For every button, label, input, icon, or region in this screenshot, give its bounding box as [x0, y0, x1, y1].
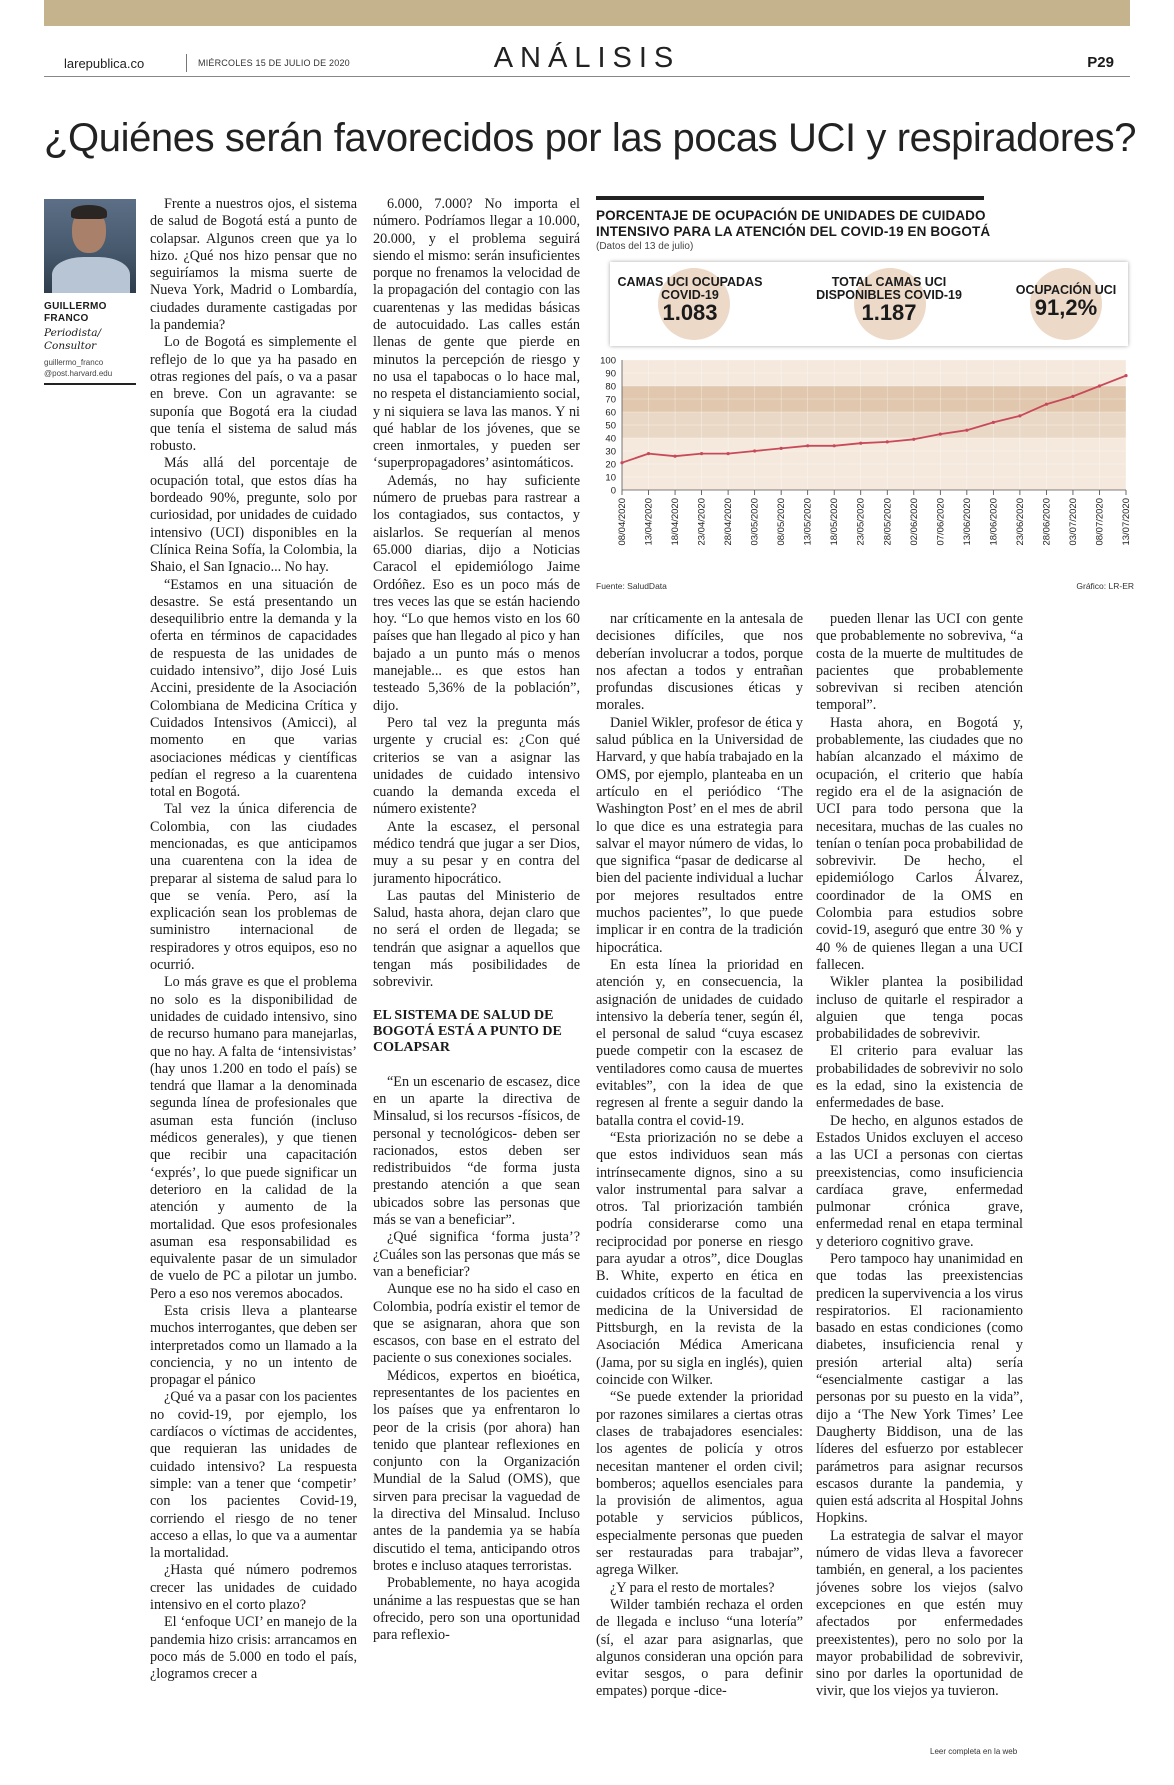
- y-tick-label: 60: [605, 407, 616, 419]
- occupancy-point: [647, 452, 650, 455]
- chart-subtitle: (Datos del 13 de julio): [596, 241, 694, 252]
- y-tick-label: 50: [605, 420, 616, 432]
- x-tick-label: 18/05/2020: [829, 498, 841, 546]
- occupancy-point: [780, 447, 783, 450]
- stat-occupied-value: 1.083: [662, 300, 718, 325]
- section-title: ANÁLISIS: [493, 42, 681, 74]
- paragraph: Las pautas del Ministerio de Salud, hasta ahora, dejan claro que no será el orden de llegada; se tendrán que asignar a aquellos que tengan más posibilidades de sobrevivir.: [373, 887, 580, 991]
- paragraph: ¿Y para el resto de mortales?: [610, 1579, 775, 1596]
- occupancy-point: [806, 444, 809, 447]
- x-tick-label: 03/07/2020: [1067, 498, 1079, 546]
- chart-top-rule: [596, 196, 984, 200]
- paragraph: La estrategia de salvar el mayor número de vidas lleva a favorecer también, en general, a los pacientes jóvenes sobre los viejos (salvo excepciones en que estén muy afectados por enfermedades preexistentes), pero no solo por la mayor probabilidad de sobrevivir, sino por darles la oportunidad de vivir, que los viejos ya tuvieron.: [816, 1527, 1023, 1700]
- paragraph: El criterio para evaluar las probabilidades de sobrevivir no solo es la edad, sino la existencia de enfermedades de base.: [816, 1043, 1023, 1112]
- read-more-note[interactable]: Leer completa en la web: [930, 1747, 1018, 1756]
- stat-total-value: 1.187: [861, 300, 917, 325]
- x-tick-label: 28/05/2020: [882, 498, 894, 546]
- y-tick-label: 80: [605, 381, 616, 393]
- paragraph: Daniel Wikler, profesor de ética y salud pública en la Universidad de Harvard, y que había trabajado en la OMS, por ejemplo, planteaba en un artículo en el periódico ‘The Washington Post’ en el mes de abril lo que dice es una estrategia para salvar el mayor número de vidas, lo que significa “pasar de dedicarse al bien del paciente individual a luchar por mejores resultados entre muchos pacientes”, lo que puede implicar ir en contra de la tradición hipocrática.: [596, 714, 803, 956]
- paragraph: El ‘enfoque UCI’ en manejo de la pandemia hizo crisis: arrancamos en poco más de 5.000 en todo el país, ¿logramos crecer a: [150, 1614, 357, 1683]
- paragraph: Wilder también rechaza el orden de llegada e incluso “una lotería” (sí, el azar para asignarlas, que algunos consideran una opción para evitar sesgos, o para definir empates) porque -dice-: [596, 1596, 803, 1700]
- x-tick-label: 02/06/2020: [908, 498, 920, 546]
- stat-occupied-beds: [616, 262, 764, 346]
- occupancy-point: [859, 442, 862, 445]
- occupancy-point: [939, 433, 942, 436]
- page-number: P29: [1087, 54, 1114, 71]
- paragraph: Lo más grave es que el problema no solo es la disponibilidad de unidades de cuidado intensivo, sino de recurso humano para manejarlas, que no hay. A falta de ‘intensivistas’ (hay unos 1.200 en todo el país) se tendrá que llamar a la denominada segunda línea de profesionales que asuman esta función (incluso médicos generales), y que tienen que recibir una capacitación ‘exprés’, lo que puede significar un deterioro en la calidad de la atención y aumento de la mortalidad. Que esos profesionales asuman esa responsabilidad es equivalente pasar de un simulador de vuelo de PC a pilotar un jumbo. Pero a eso nos veremos abocados.: [150, 974, 357, 1302]
- paragraph: Médicos, expertos en bioética, representantes de los pacientes en los países que ya enfrentaron lo peor de la crisis (por ahora) han tenido que plantear reflexiones en conjunto con la Organización Mundial de la Salud (OMS), que sirven para precisar la vaguedad de la directiva del Minsalud. Incluso antes de la pandemia ya se había discutido el tema, anticipando otros brotes e incluso ataques terroristas.: [373, 1367, 580, 1574]
- x-tick-label: 13/04/2020: [643, 498, 655, 546]
- stats-panel: [610, 262, 1128, 346]
- stat-occupancy: [1010, 262, 1122, 346]
- issue-date: MIÉRCOLES 15 DE JULIO DE 2020: [198, 58, 350, 68]
- article-column-1: [150, 196, 357, 1766]
- paragraph: 6.000, 7.000? No importa el número. Podríamos llegar a 10.000, 20.000, y el problema seguirá siendo el mismo: serán insuficientes porque no frenamos la velocidad de la propagación del contagio con las cuarentenas y las medidas básicas de autocuidado. Las calles están llenas de gente que pierde en minutos la percepción de riesgo y no usa el tapabocas o lo hace mal, no respeta el distanciamiento social, y ni siquiera se lava las manos. Y ni qué hablar de los jóvenes, que se creen inmortales, y pueden ser ‘superpropagadores’ asintomáticos.: [373, 196, 580, 472]
- author-rule: [44, 383, 136, 385]
- paragraph: ¿Hasta qué número podremos crecer las unidades de cuidado intensivo en el corto plazo?: [150, 1562, 357, 1614]
- occupancy-point: [992, 421, 995, 424]
- occupancy-point: [1018, 414, 1021, 417]
- x-tick-label: 13/05/2020: [802, 498, 814, 546]
- y-tick-label: 40: [605, 433, 616, 445]
- occupancy-point: [965, 429, 968, 432]
- y-tick-label: 70: [605, 394, 616, 406]
- author-name: GUILLERMO FRANCO: [44, 301, 107, 324]
- occupancy-point: [620, 461, 623, 464]
- occupancy-point: [727, 452, 730, 455]
- paragraph: Hasta ahora, en Bogotá y, probablemente, las ciudades que no habían alcanzado el máximo de ocupación, el criterio que había regido era el de la asignación de UCI para todo persona que la necesitara, muchas de las cuales no tenían o tenían poca probabilidad de sobrevivir. De hecho, el epidemiólogo Carlos Álvarez, coordinador de la OMS en Colombia para estudios sobre covid-19, aseguró que entre 30 % y 40 % de quienes llegan a una UCI fallecen.: [816, 714, 1023, 973]
- author-role: Periodista/ Consultor: [44, 327, 101, 352]
- chart-credit: Gráfico: LR-ER: [1076, 581, 1134, 591]
- stat-occupancy-label: OCUPACIÓN UCI: [1015, 283, 1117, 297]
- y-tick-label: 30: [605, 446, 616, 458]
- article-column-4: [816, 611, 1023, 1766]
- subheading: EL SISTEMA DE SALUD DE BOGOTÁ ESTÁ A PUNTO DE COLAPSAR: [373, 1007, 562, 1055]
- x-tick-label: 03/05/2020: [749, 498, 761, 546]
- occupancy-point: [1098, 384, 1101, 387]
- article-column-3: [596, 611, 803, 1766]
- y-tick-label: 90: [605, 368, 616, 380]
- headline: ¿Quiénes serán favorecidos por las pocas UCI y respiradores?: [44, 116, 1137, 160]
- article-column-2: [373, 196, 580, 1766]
- paragraph: Wikler plantea la posibilidad incluso de quitarle el respirador a alguien que tenga pocas probabilidades de sobrevivir.: [816, 974, 1023, 1043]
- x-tick-label: 08/05/2020: [776, 498, 788, 546]
- paragraph: Ante la escasez, el personal médico tendrá que jugar a ser Dios, muy a su pesar y en contra del juramento hipocrático.: [373, 818, 580, 887]
- paragraph: nar críticamente en la antesala de decisiones difíciles, que nos deberían involucrar a todos, porque nos afectan a todos y entrañan profundas discusiones éticas y morales.: [596, 611, 803, 714]
- paragraph: Esta crisis lleva a plantearse muchos interrogantes, que deben ser interpretados como un llamado a la conciencia, y no un intento de propagar el pánico: [150, 1303, 357, 1389]
- stat-total-beds: [804, 262, 974, 346]
- paragraph: “Estamos en una situación de desastre. Se está presentando un desequilibrio entre la demanda y la oferta en términos de capacidades de respuesta de las unidades de cuidado intensivo”, dijo José Luis Accini, presidente de la Asociación Colombiana de Medicina Crítica y Cuidados Intensivos (Amicci), al momento en que varias asociaciones médicas y científicas pedían el regreso a la cuarentena total en Bogotá.: [150, 576, 357, 801]
- paragraph: ¿Qué significa ‘forma justa’? ¿Cuáles son las personas que más se van a beneficiar?: [373, 1229, 580, 1280]
- occupancy-point: [1124, 374, 1127, 377]
- x-tick-label: 08/07/2020: [1094, 498, 1106, 546]
- x-tick-label: 18/04/2020: [670, 498, 682, 546]
- page-header: [44, 42, 1130, 77]
- occupancy-point: [912, 438, 915, 441]
- occupancy-point: [753, 449, 756, 452]
- occupancy-point: [700, 452, 703, 455]
- site-name[interactable]: larepublica.co: [64, 56, 145, 71]
- occupancy-line-chart: [596, 356, 1134, 581]
- paragraph: Tal vez la única diferencia de Colombia, con las ciudades mencionadas, es que anticipamos una cuarentena con la idea de preparar al sistema de salud para lo que se venía. Pero, así la explicación sean los problemas de suministro internacional de respiradores y otros equipos, eso no ocurrió.: [150, 801, 357, 974]
- x-tick-label: 18/06/2020: [988, 498, 1000, 546]
- top-color-bar: [44, 0, 1130, 26]
- occupancy-point: [886, 440, 889, 443]
- stat-occupancy-value: 91,2%: [1034, 295, 1098, 320]
- y-tick-label: 20: [605, 459, 616, 471]
- x-tick-label: 28/04/2020: [723, 498, 735, 546]
- x-tick-label: 28/06/2020: [1041, 498, 1053, 546]
- stat-occupied-label: CAMAS UCI OCUPADAS COVID-19: [617, 275, 763, 302]
- occupancy-point: [833, 444, 836, 447]
- y-tick-label: 10: [605, 472, 616, 484]
- x-tick-label: 13/07/2020: [1121, 498, 1132, 546]
- paragraph: Además, no hay suficiente número de pruebas para rastrear a los contagiados, sus contactos, y aislarlos. Se requerían al menos 65.000 diarias, dijo a Noticias Caracol el epidemiólogo Jaime Ordóñez. Eso es un poco más de tres veces las que se están haciendo hoy. “Lo que hemos visto en los 60 países que han llegado al pico y han bajado a un punto más o menos manejable... es que estos han testeado 5,36% de la población”, dijo.: [373, 472, 580, 714]
- author-photo: [44, 199, 136, 293]
- paragraph: “Esta priorización no se debe a que estos individuos sean más intrínsecamente dignos, sino a su valor instrumental para salvar a otros. Tal priorización también podría considerarse como una reciprocidad por ponerse en riesgo para ayudar a otros”, dice Douglas B. White, experto en ética en cuidados críticos de la facultad de medicina de la Universidad de Pittsburgh, en la revista de la Asociación Médica Americana (Jama, por su sigla en inglés), quien coincide con Wilker.: [596, 1129, 803, 1389]
- paragraph: ¿Qué va a pasar con los pacientes no covid-19, por ejemplo, los cardíacos o víctimas de accidentes, que requieran las unidades de cuidado intensivo? La respuesta simple: van a tener que ‘competir’ con los pacientes Covid-19, corriendo el riesgo de no tener acceso a ellas, lo que va a aumentar la mortalidad.: [150, 1389, 357, 1562]
- x-tick-label: 23/05/2020: [855, 498, 867, 546]
- paragraph: Probablemente, no haya acogida unánime a las respuestas que se han ofrecido, pero son una oportunidad para reflexio-: [373, 1575, 580, 1644]
- x-tick-label: 23/04/2020: [696, 498, 708, 546]
- x-tick-label: 13/06/2020: [961, 498, 973, 546]
- paragraph: Pero tampoco hay unanimidad en que todas las preexistencias predicen la supervivencia a los virus respiratorios. El racionamiento basado en estas condiciones (como diabetes, insuficiencia renal y presión arterial alta) sería “esencialmente castigar a las personas por su puesto en la vida”, dijo a ‘The New York Times’ Lee Daugherty Biddison, una de las líderes del esfuerzo por establecer parámetros para asignar recursos escasos durante la pandemia, y quien está adscrita al Hospital Johns Hopkins.: [816, 1250, 1023, 1527]
- stat-total-label: TOTAL CAMAS UCI DISPONIBLES COVID-19: [816, 275, 962, 302]
- occupancy-chart-box: [596, 196, 1134, 596]
- x-tick-label: 23/06/2020: [1014, 498, 1026, 546]
- author-contact: guillermo_franco @post.harvard.edu: [44, 358, 113, 378]
- x-tick-label: 07/06/2020: [935, 498, 947, 546]
- paragraph: De hecho, en algunos estados de Estados Unidos excluyen el acceso a las UCI a personas con ciertas preexistencias, como insuficiencia cardíaca grave, enfermedad pulmonar crónica grave, enfermedad renal en etapa terminal y deterioro cognitivo grave.: [816, 1112, 1023, 1250]
- y-tick-label: 0: [610, 485, 616, 497]
- paragraph: pueden llenar las UCI con gente que probablemente no sobreviva, “a costa de la muerte de multitudes de pacientes que probablemente sobrevivan si reciben atención temporal”.: [816, 611, 1023, 714]
- chart-title: PORCENTAJE DE OCUPACIÓN DE UNIDADES DE CUIDADO INTENSIVO PARA LA ATENCIÓN DEL COVID-19 EN BOGOTÁ: [596, 208, 991, 239]
- paragraph: Lo de Bogotá es simplemente el reflejo de lo que ya ha pasado en otras regiones del país, o va a pasar en breve. Con un agravante: se suponía que Bogotá era la ciudad que tenía el sistema de salud más robusto.: [150, 334, 357, 455]
- x-tick-label: 08/04/2020: [617, 498, 628, 546]
- chart-source: Fuente: SaludData: [596, 581, 667, 591]
- paragraph: En esta línea la prioridad en atención y, en consecuencia, la asignación de unidades de cuidado intensivo la debería tener, según él, el personal de salud “cuya escasez puede competir con la escasez de ventiladores como causa de muertes evitables”, con la idea de que regresen al frente a seguir dando la batalla contra el covid-19.: [596, 956, 803, 1129]
- occupancy-point: [1045, 403, 1048, 406]
- paragraph: Más allá del porcentaje de ocupación total, que estos días ha bordeado 90%, pregunte, solo por curiosidad, por unidades de cuidado intensivo (UCI) disponibles en la Clínica Reina Sofía, la Colombia, la Shaio, el San Ignacio... No hay.: [150, 455, 357, 576]
- y-tick-label: 100: [600, 356, 616, 367]
- paragraph: Aunque ese no ha sido el caso en Colombia, podría existir el temor de que se asignaran, ahora que son escasos, con base en el estrato del paciente o sus conexiones sociales.: [373, 1281, 580, 1367]
- occupancy-point: [1071, 395, 1074, 398]
- paragraph: Frente a nuestros ojos, el sistema de salud de Bogotá está a punto de colapsar. Algunos creen que ya lo hizo. ¿Qué nos hizo pensar que no seguiríamos la misma suerte de Nueva York, Madrid o Lombardía, ciudades duramente castigadas por la pandemia?: [150, 196, 357, 334]
- paragraph: Pero tal vez la pregunta más urgente y crucial es: ¿Con qué criterios se van a asignar las unidades de cuidado intensivo cuando la demanda exceda el número existente?: [373, 714, 580, 818]
- occupancy-point: [673, 455, 676, 458]
- author-box: [44, 199, 137, 385]
- paragraph: “En un escenario de escasez, dice en un aparte la directiva de Minsalud, si los recursos -físicos, de personal y tecnológicos- deben ser racionados, estos deben ser redistribuidos “de forma justa prestando atención a que sean ubicados sobre las personas que más se van a beneficiar”.: [373, 1073, 580, 1229]
- paragraph: “Se puede extender la prioridad por razones similares a ciertas otras clases de trabajadores esenciales: los agentes de policía y otros necesitan mantener el orden civil; bomberos; aquellos esenciales para la provisión de alimentos, agua potable y servicios públicos, especialmente personas que pueden ser restauradas para trabajar”, agrega Wilker.: [596, 1389, 803, 1579]
